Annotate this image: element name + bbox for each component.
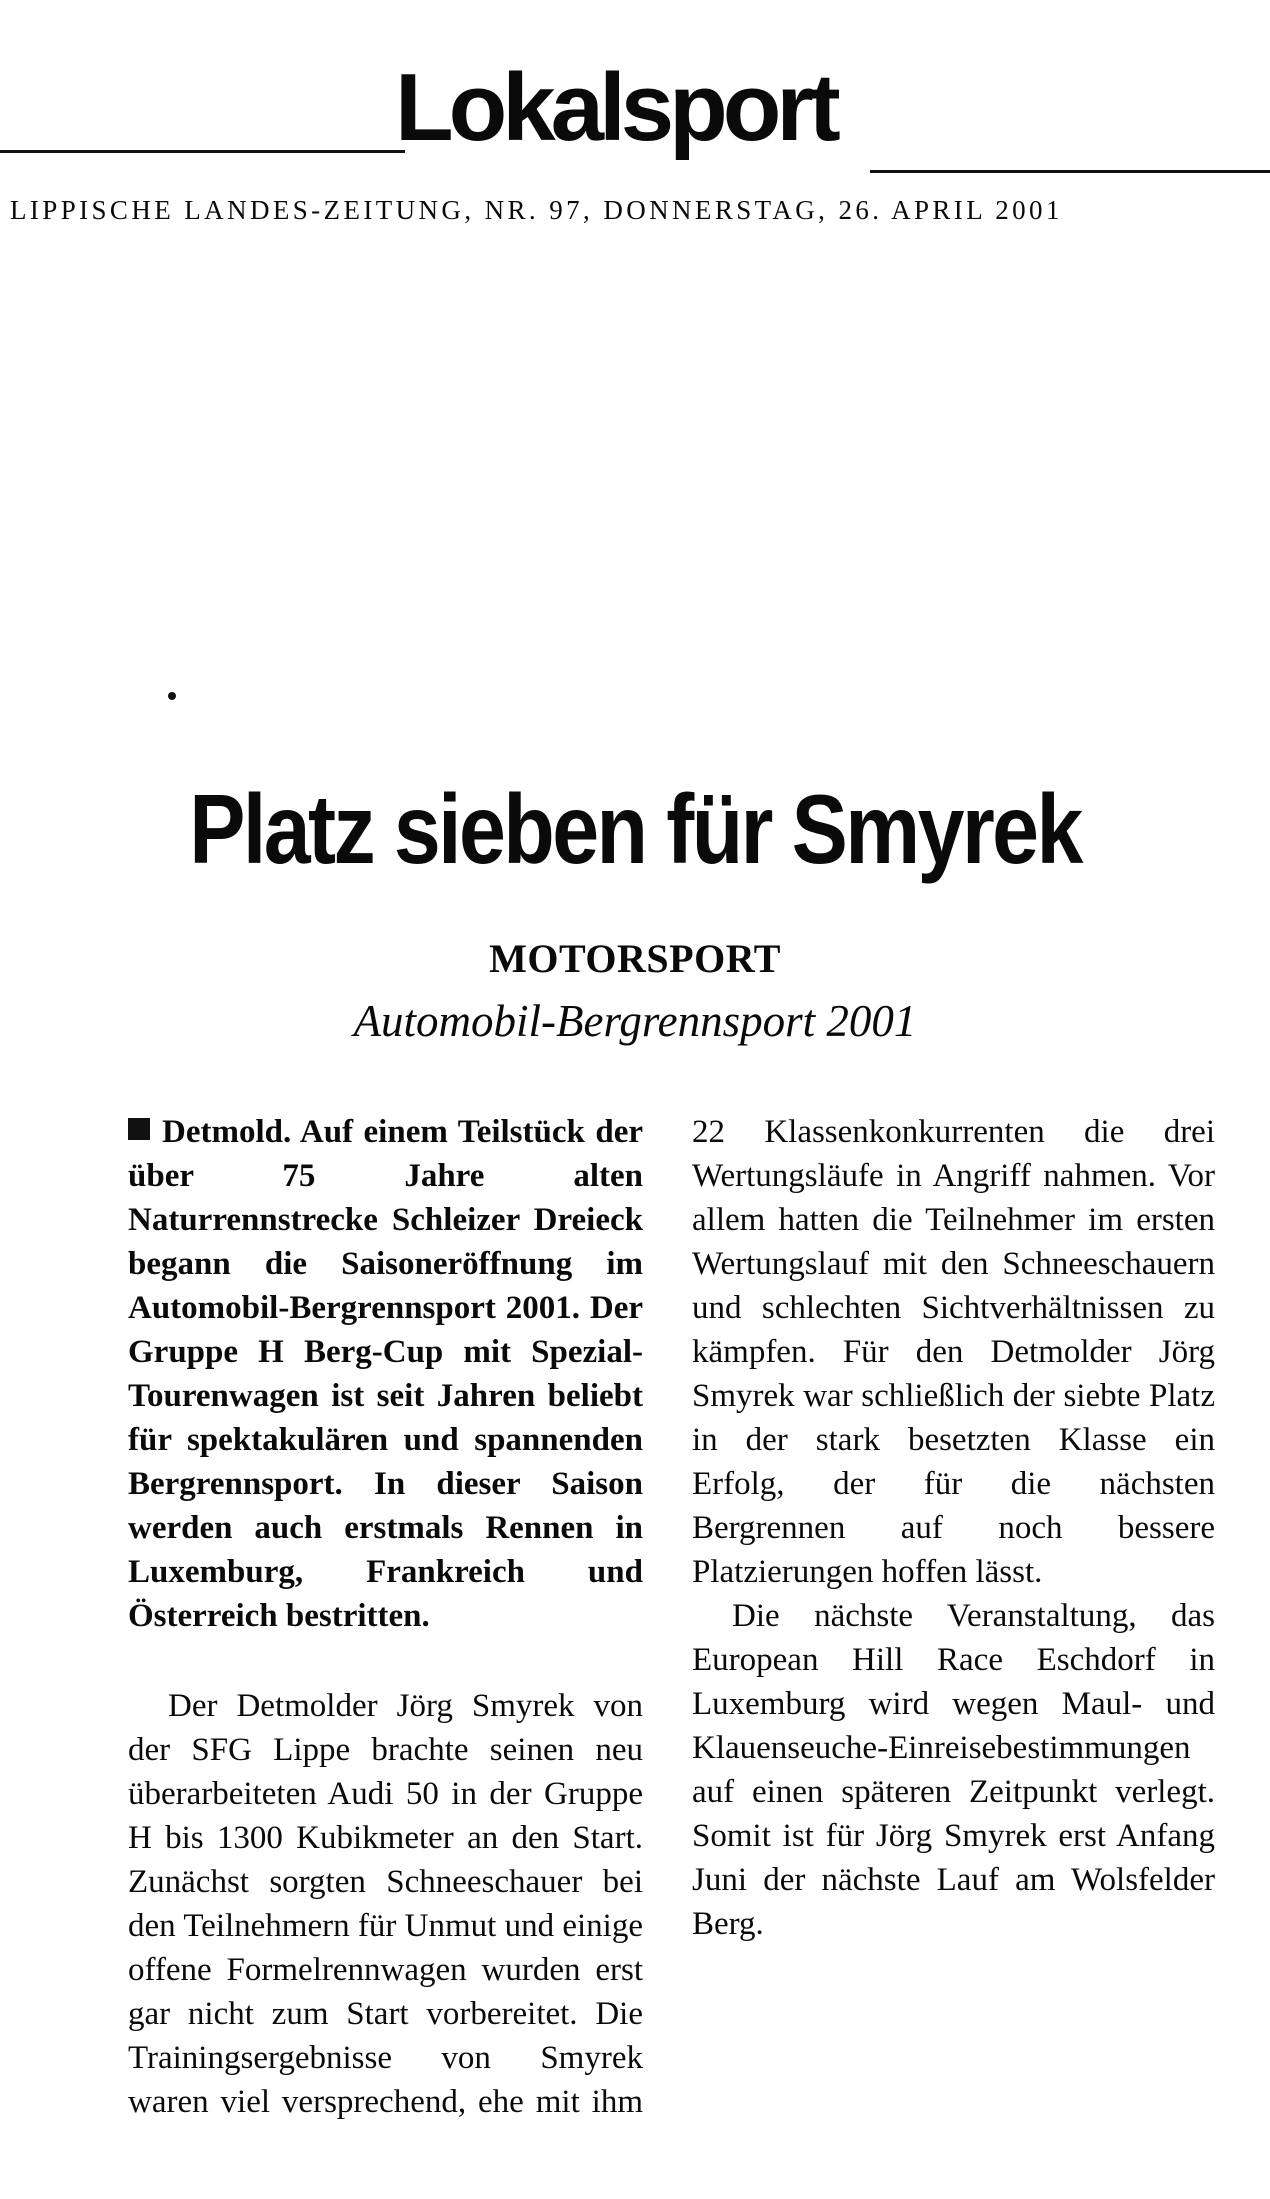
body-paragraph-1: Der Detmolder Jörg Smyrek von der SFG Lippe brachte seinen neu überarbeiteten Audi 50 in der Gruppe H bis 1300 Kubikmeter an den Start. Zunächst sorgten Schneeschauer bei den Teilnehmern für Unmut und einige offene Formelrennwagen wurden erst gar nicht zum Start vorbereitet. Die Trainingsergebnisse von Smyrek waren viel versprechend, ehe mit ihm <box>128 1688 643 2120</box>
header-rule-right <box>870 170 1270 173</box>
section-title: Lokalsport <box>395 54 836 161</box>
article-column-right <box>692 1110 1215 1946</box>
article-kicker: MOTORSPORT <box>489 936 781 981</box>
square-bullet-icon <box>128 1118 150 1140</box>
body-paragraph-1-continued: 22 Klassenkonkurrenten die drei Wertungsläufe in Angriff nahmen. Vor allem hatten die Teilnehmer im ersten Wertungslauf mit den Schneeschauern und schlechten Sichtverhältnissen zu kämpfen. Für den Detmolder Jörg Smyrek war schließlich der siebte Platz in der stark besetzten Klasse ein Erfolg, der für die nächsten Bergrennen auf noch bessere Platzierungen hoffen lässt. <box>692 1114 1215 1590</box>
masthead-line: LIPPISCHE LANDES-ZEITUNG, NR. 97, DONNERSTAG, 26. APRIL 2001 <box>10 195 1063 225</box>
body-paragraph-2: Die nächste Veranstaltung, das European Hill Race Eschdorf in Luxemburg wird wegen Maul- und Klauenseuche-Einreisebestimmungen auf einen späteren Zeitpunkt verlegt. Somit ist für Jörg Smyrek erst Anfang Juni der nächste Lauf am Wolsfelder Berg. <box>692 1598 1215 1942</box>
section-header <box>0 40 1270 180</box>
article-headline: Platz sieben für Smyrek <box>189 774 1081 884</box>
print-speck <box>168 692 176 700</box>
lead-paragraph-text: Detmold. Auf einem Teilstück der über 75 Jahre alten Naturrennstrecke Schleizer Dreieck begann die Saisoneröffnung im Automobil-Bergrennsport 2001. Der Gruppe H Berg-Cup mit Spezial-Tourenwagen ist seit Jahren beliebt für spektakulären und spannenden Bergrennsport. In dieser Saison werden auch erstmals Rennen in Luxemburg, Frankreich und Österreich bestritten. <box>128 1114 643 1634</box>
article-subhead: Automobil-Bergrennsport 2001 <box>353 996 917 1046</box>
article-column-left <box>128 1110 643 2124</box>
lead-paragraph <box>128 1110 643 1638</box>
header-rule-left <box>0 150 405 153</box>
